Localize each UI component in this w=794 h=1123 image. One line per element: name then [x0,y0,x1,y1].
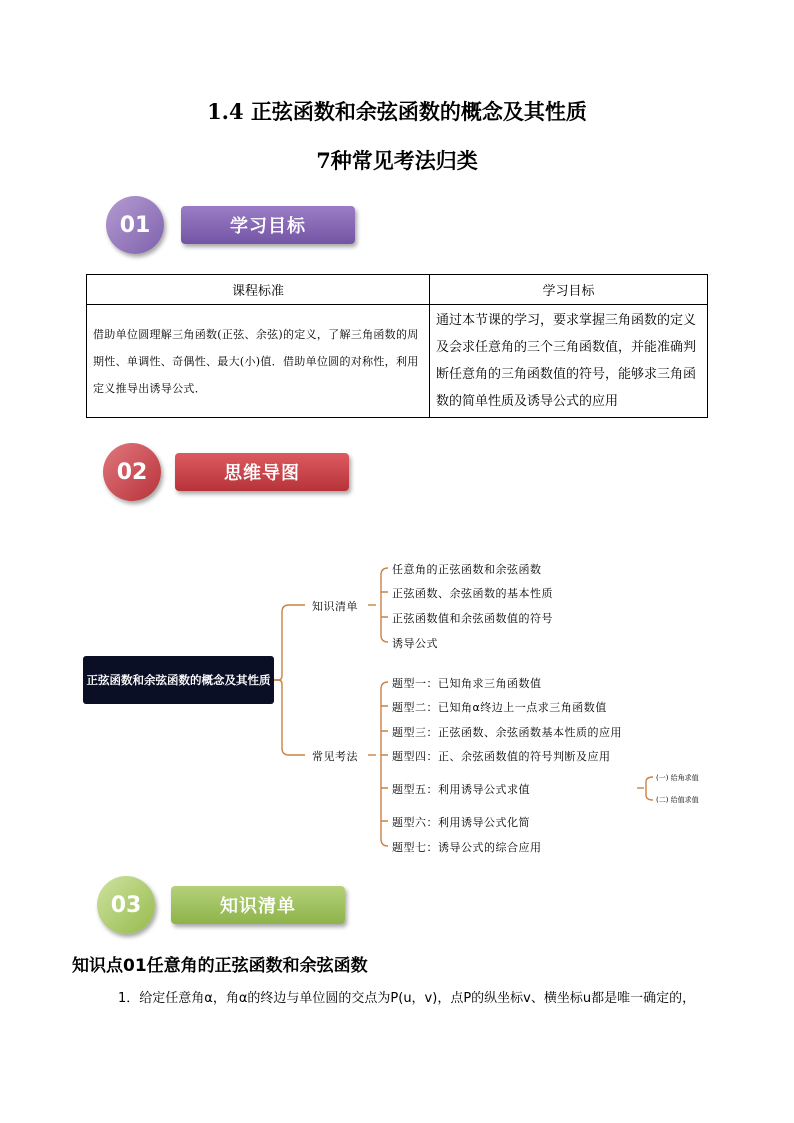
mindmap-branch-knowledge: 知识清单 [312,600,358,613]
goals-table [86,274,708,418]
section-number: 01 [106,196,164,254]
mindmap-item: 诱导公式 [392,637,438,650]
mindmap-item: 题型三：正弦函数、余弦函数基本性质的应用 [392,726,622,739]
body-paragraph: 1．给定任意角α，角α的终边与单位圆的交点为P(u，v)，点P的纵坐标v、横坐标u都是唯一确定的， [118,991,696,1006]
section-label: 思维导图 [175,453,349,491]
section-label: 知识清单 [171,886,345,924]
course-standard-cell: 借助单位圆理解三角函数(正弦、余弦)的定义，了解三角函数的周期性、单调性、奇偶性、最大(小)值．借助单位圆的对称性，利用定义推导出诱导公式． [87,305,430,418]
document-subtitle: 7种常见考法归类 [316,148,478,173]
mindmap-item: 题型六：利用诱导公式化简 [392,816,530,829]
knowledge-point-heading: 知识点01任意角的正弦函数和余弦函数 [72,956,368,976]
mindmap-branch-exam: 常见考法 [312,750,358,763]
table-header-goal: 学习目标 [430,275,708,305]
mindmap-subitem: (二) 给值求值 [656,796,699,804]
mindmap-item: 题型七：诱导公式的综合应用 [392,841,542,854]
section-number: 02 [103,443,161,501]
learning-goal-cell: 通过本节课的学习，要求掌握三角函数的定义及会求任意角的三个三角函数值，并能准确判断任意角的三角函数值的符号，能够求三角函数的简单性质及诱导公式的应用 [430,305,708,418]
section-number: 03 [97,876,155,934]
mindmap-root: 正弦函数和余弦函数的概念及其性质 [83,656,274,704]
mindmap-subitem: (一) 给角求值 [656,774,699,782]
mindmap-item: 题型二：已知角α终边上一点求三角函数值 [392,701,607,714]
mindmap-item: 任意角的正弦函数和余弦函数 [392,563,542,576]
document-title: 1.4 正弦函数和余弦函数的概念及其性质 [207,99,587,124]
mindmap-item: 正弦函数、余弦函数的基本性质 [392,587,553,600]
section-label: 学习目标 [181,206,355,244]
table-header-standard: 课程标准 [87,275,430,305]
mindmap-item: 题型四：正、余弦函数值的符号判断及应用 [392,750,611,763]
mindmap-item: 正弦函数值和余弦函数值的符号 [392,612,553,625]
mindmap-item: 题型一：已知角求三角函数值 [392,677,542,690]
mindmap-item: 题型五：利用诱导公式求值 [392,783,530,796]
